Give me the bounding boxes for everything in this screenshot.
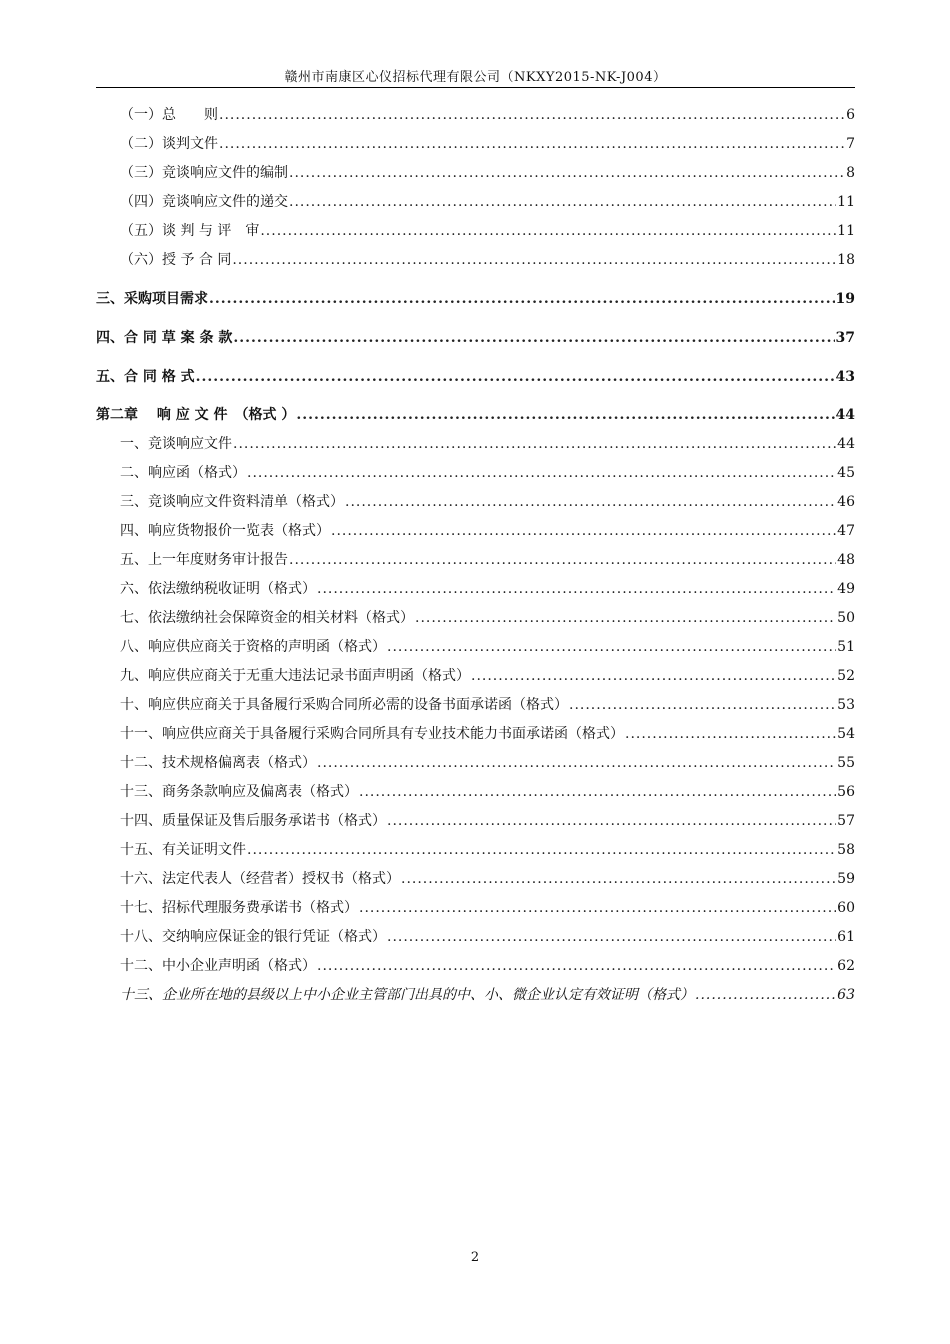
- dot-leader: [289, 193, 836, 211]
- dot-leader: [233, 435, 836, 453]
- toc-entry-page: 59: [837, 871, 855, 887]
- toc-entry-label: 十、响应供应商关于具备履行采购合同所必需的设备书面承诺函（格式）: [120, 697, 568, 713]
- toc-section-entry[interactable]: [96, 368, 855, 386]
- toc-entry[interactable]: [120, 928, 855, 946]
- toc-entry-label: 三、采购项目需求: [96, 291, 208, 307]
- toc-entry-label: （四）竞谈响应文件的递交: [120, 194, 288, 210]
- toc-entry-page: 54: [837, 726, 855, 742]
- toc-entry-page: 11: [837, 194, 855, 210]
- toc-entry-page: 19: [835, 291, 855, 307]
- toc-entry-page: 56: [837, 784, 855, 800]
- toc-entry[interactable]: [120, 696, 855, 714]
- toc-entry-page: 8: [846, 165, 855, 181]
- toc-entry-label: 十二、中小企业声明函（格式）: [120, 958, 316, 974]
- toc-entry[interactable]: [120, 609, 855, 627]
- toc-entry[interactable]: [120, 638, 855, 656]
- toc-entry-label: （一）总 则: [120, 107, 218, 123]
- toc-entry-label: （三）竞谈响应文件的编制: [120, 165, 288, 181]
- toc-entry-label: （五）谈 判 与 评 审: [120, 223, 260, 239]
- toc-entry[interactable]: [120, 580, 855, 598]
- toc-entry-page: 60: [837, 900, 855, 916]
- dot-leader: [260, 222, 836, 240]
- toc-entry[interactable]: [120, 725, 855, 743]
- toc-entry-label: 五、合 同 格 式: [96, 369, 195, 385]
- toc-entry-page: 58: [837, 842, 855, 858]
- toc-entry[interactable]: [120, 986, 855, 1004]
- toc-entry-page: 47: [837, 523, 855, 539]
- toc-entry-label: 十五、有关证明文件: [120, 842, 246, 858]
- toc-entry[interactable]: [120, 464, 855, 482]
- toc-entry[interactable]: [120, 106, 855, 124]
- dot-leader: [247, 464, 836, 482]
- toc-entry-label: 十八、交纳响应保证金的银行凭证（格式）: [120, 929, 386, 945]
- toc-entry-label: 一、竞谈响应文件: [120, 436, 232, 452]
- dot-leader: [289, 551, 836, 569]
- toc-entry-label: 十三、企业所在地的县级以上中小企业主管部门出具的中、小、微企业认定有效证明（格式）: [120, 987, 694, 1003]
- dot-leader: [401, 870, 836, 888]
- toc-entry-label: 十七、招标代理服务费承诺书（格式）: [120, 900, 358, 916]
- toc-entry-label: 三、竞谈响应文件资料清单（格式）: [120, 494, 344, 510]
- toc-entry[interactable]: [120, 812, 855, 830]
- dot-leader: [317, 957, 836, 975]
- toc-entry[interactable]: [120, 135, 855, 153]
- toc-entry-page: 44: [837, 436, 855, 452]
- dot-leader: [317, 580, 836, 598]
- dot-leader: [359, 899, 836, 917]
- toc-entry[interactable]: [120, 899, 855, 917]
- toc-entry-page: 50: [837, 610, 855, 626]
- header-divider: [96, 87, 855, 88]
- dot-leader: [695, 986, 836, 1004]
- dot-leader: [219, 106, 845, 124]
- dot-leader: [387, 638, 836, 656]
- dot-leader: [471, 667, 836, 685]
- toc-entry-label: 第二章 响 应 文 件 （格式 ）: [96, 407, 296, 423]
- toc-entry-page: 46: [837, 494, 855, 510]
- toc-entry-page: 51: [837, 639, 855, 655]
- toc-entry-page: 43: [835, 369, 855, 385]
- toc-entry-label: 十四、质量保证及售后服务承诺书（格式）: [120, 813, 386, 829]
- toc-entry-page: 49: [837, 581, 855, 597]
- toc-entry-page: 45: [837, 465, 855, 481]
- toc-entry[interactable]: [120, 957, 855, 975]
- toc-entry-page: 61: [837, 929, 855, 945]
- dot-leader: [289, 164, 845, 182]
- running-header: 赣州市南康区心仪招标代理有限公司（NKXY2015-NK-J004）: [284, 70, 667, 85]
- dot-leader: [247, 841, 836, 859]
- toc-entry-label: 五、上一年度财务审计报告: [120, 552, 288, 568]
- dot-leader: [415, 609, 836, 627]
- toc-entry-page: 52: [837, 668, 855, 684]
- dot-leader: [387, 812, 836, 830]
- toc-entry-label: 六、依法缴纳税收证明（格式）: [120, 581, 316, 597]
- toc-entry-label: 八、响应供应商关于资格的声明函（格式）: [120, 639, 386, 655]
- dot-leader: [296, 406, 834, 424]
- toc-entry[interactable]: [120, 551, 855, 569]
- toc-entry-page: 63: [837, 987, 855, 1003]
- toc-entry[interactable]: [120, 193, 855, 211]
- dot-leader: [359, 783, 836, 801]
- toc-entry-label: 十三、商务条款响应及偏离表（格式）: [120, 784, 358, 800]
- dot-leader: [219, 135, 845, 153]
- dot-leader: [209, 290, 835, 308]
- dot-leader: [232, 251, 836, 269]
- toc-entry-label: 十一、响应供应商关于具备履行采购合同所具有专业技术能力书面承诺函（格式）: [120, 726, 624, 742]
- toc-entry[interactable]: [120, 783, 855, 801]
- toc-entry-label: （六）授 予 合 同: [120, 252, 232, 268]
- toc-entry[interactable]: [120, 164, 855, 182]
- toc-entry[interactable]: [120, 522, 855, 540]
- toc-entry-label: 十二、技术规格偏离表（格式）: [120, 755, 316, 771]
- toc-entry-label: 七、依法缴纳社会保障资金的相关材料（格式）: [120, 610, 414, 626]
- toc-entry[interactable]: [120, 251, 855, 269]
- toc-entry[interactable]: [120, 754, 855, 772]
- dot-leader: [387, 928, 836, 946]
- dot-leader: [345, 493, 836, 511]
- toc-entry-page: 53: [837, 697, 855, 713]
- toc-entry-page: 11: [837, 223, 855, 239]
- toc-entry[interactable]: [120, 222, 855, 240]
- toc-entry-label: 九、响应供应商关于无重大违法记录书面声明函（格式）: [120, 668, 470, 684]
- toc-entry-label: 四、合 同 草 案 条 款: [96, 330, 233, 346]
- toc-entry[interactable]: [120, 870, 855, 888]
- toc-entry-page: 57: [837, 813, 855, 829]
- dot-leader: [625, 725, 836, 743]
- toc-entry[interactable]: [120, 435, 855, 453]
- toc-entry-page: 62: [837, 958, 855, 974]
- toc-entry-label: 二、响应函（格式）: [120, 465, 246, 481]
- page-number: 2: [470, 1250, 480, 1265]
- toc-entry[interactable]: [120, 493, 855, 511]
- toc-entry-page: 6: [846, 107, 855, 123]
- dot-leader: [569, 696, 836, 714]
- dot-leader: [317, 754, 836, 772]
- toc-section-entry[interactable]: [96, 290, 855, 308]
- toc-section-entry[interactable]: [96, 329, 855, 347]
- dot-leader: [233, 329, 834, 347]
- toc-entry-label: （二）谈判文件: [120, 136, 218, 152]
- toc-entry-label: 四、响应货物报价一览表（格式）: [120, 523, 330, 539]
- toc-entry-page: 44: [835, 407, 855, 423]
- toc-entry-page: 18: [837, 252, 855, 268]
- toc-entry-label: 十六、法定代表人（经营者）授权书（格式）: [120, 871, 400, 887]
- toc-entry-page: 55: [837, 755, 855, 771]
- toc-entry[interactable]: [120, 841, 855, 859]
- toc-chapter-entry[interactable]: [96, 406, 855, 424]
- dot-leader: [331, 522, 836, 540]
- dot-leader: [196, 368, 835, 386]
- toc-entry-page: 48: [837, 552, 855, 568]
- toc-entry-page: 7: [846, 136, 855, 152]
- toc-entry[interactable]: [120, 667, 855, 685]
- toc-entry-page: 37: [835, 330, 855, 346]
